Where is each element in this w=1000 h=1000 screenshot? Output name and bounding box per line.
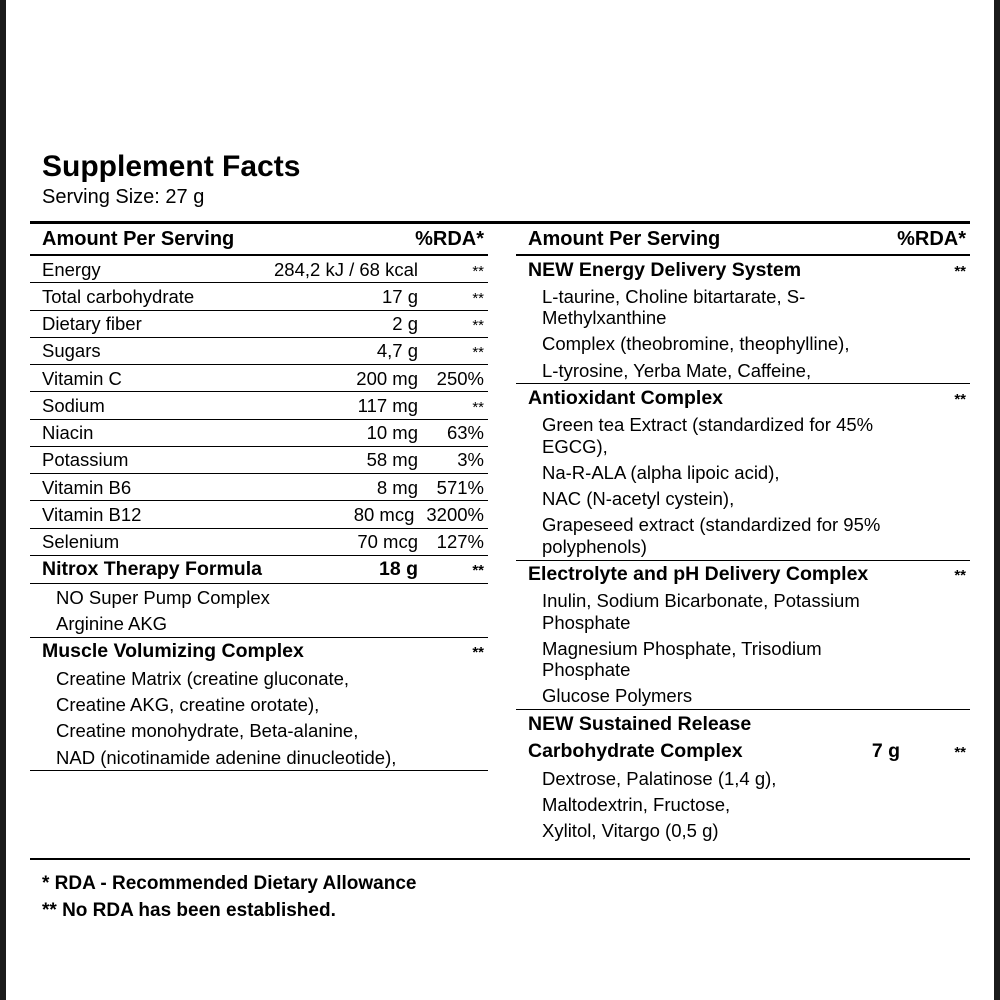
- row-rda: 250%: [436, 367, 484, 389]
- table-row: [516, 561, 970, 588]
- row-name: Xylitol, Vitargo (0,5 g): [542, 820, 719, 842]
- row-amount: 18 g: [378, 558, 418, 581]
- table-row: [30, 638, 488, 665]
- table-row: [516, 710, 970, 737]
- left-header-amount-label: Amount Per Serving: [42, 228, 235, 250]
- row-name: Antioxidant Complex: [528, 386, 724, 409]
- panel-title: Supplement Facts: [42, 150, 301, 183]
- table-row: [30, 311, 488, 338]
- table-row: [516, 412, 970, 460]
- row-name: Arginine AKG: [56, 613, 168, 635]
- row-name: NAC (N-acetyl cystein),: [542, 488, 735, 510]
- row-amount: 58 mg: [366, 449, 418, 471]
- row-name: NEW Energy Delivery System: [528, 258, 802, 281]
- table-row: [30, 283, 488, 310]
- table-row: [30, 556, 488, 584]
- row-name: Dietary fiber: [42, 313, 142, 335]
- table-row: [30, 665, 488, 691]
- row-name: Vitamin B12: [42, 503, 142, 525]
- row-name: Vitamin C: [42, 367, 122, 389]
- serving-size: Serving Size: 27 g: [42, 186, 205, 208]
- table-row: [30, 501, 488, 528]
- row-name: Niacin: [42, 422, 94, 444]
- table-row: [516, 791, 970, 817]
- row-name: Grapeseed extract (standardized for 95% polyphenols): [542, 514, 881, 557]
- row-name: Muscle Volumizing Complex: [42, 640, 304, 663]
- table-row: [30, 611, 488, 638]
- table-row: [30, 420, 488, 447]
- row-amount: 17 g: [381, 285, 418, 307]
- right-column-header: [516, 224, 970, 256]
- row-amount: 284,2 kJ / 68 kcal: [274, 258, 418, 280]
- row-rda: 571%: [436, 476, 484, 498]
- table-row: [30, 392, 488, 419]
- table-row: [516, 256, 970, 283]
- row-name: Glucose Polymers: [542, 685, 693, 707]
- row-name: Maltodextrin, Fructose,: [542, 793, 731, 815]
- left-column-header: [30, 224, 488, 256]
- row-name: Na-R-ALA (alpha lipoic acid),: [542, 461, 780, 483]
- row-rda: 127%: [436, 531, 484, 553]
- table-row: [30, 584, 488, 610]
- left-column: [30, 221, 500, 844]
- table-row: [30, 256, 488, 283]
- table-row: [516, 459, 970, 485]
- table-row: [516, 512, 970, 561]
- row-rda: **: [472, 289, 484, 307]
- row-rda: **: [472, 398, 484, 416]
- row-rda: 3200%: [426, 503, 484, 525]
- row-name: Sodium: [42, 394, 105, 416]
- row-amount: 200 mg: [356, 367, 418, 389]
- table-row: [30, 718, 488, 744]
- footnote-no-rda: ** No RDA has been established.: [42, 900, 336, 922]
- row-name: Electrolyte and pH Delivery Complex: [528, 563, 869, 585]
- row-amount: 8 mg: [376, 476, 418, 498]
- row-rda: 63%: [446, 422, 484, 444]
- row-name: Vitamin B6: [42, 476, 132, 498]
- row-name: Dextrose, Palatinose (1,4 g),: [542, 767, 777, 789]
- row-name: Potassium: [42, 449, 129, 471]
- table-row: [516, 588, 970, 636]
- table-row: [516, 283, 970, 331]
- row-name: NEW Sustained Release: [528, 712, 752, 735]
- table-row: [30, 474, 488, 501]
- row-name: Inulin, Sodium Bicarbonate, Potassium Phosphate: [542, 590, 860, 633]
- table-row: [30, 744, 488, 771]
- row-name: Green tea Extract (standardized for 45% EGCG),: [542, 414, 874, 457]
- left-header-rda-label: %RDA*: [415, 228, 484, 250]
- table-row: [30, 529, 488, 556]
- table-row: [30, 338, 488, 365]
- row-amount: 2 g: [392, 313, 418, 335]
- table-row: [516, 331, 970, 357]
- right-black-border: [994, 0, 1000, 1000]
- row-amount: 4,7 g: [376, 340, 418, 362]
- row-name: L-tyrosine, Yerba Mate, Caffeine,: [542, 359, 812, 381]
- row-rda: **: [472, 562, 484, 580]
- row-name: Energy: [42, 258, 101, 280]
- row-name: Selenium: [42, 531, 120, 553]
- row-rda: **: [954, 567, 966, 584]
- table-row: [516, 818, 970, 844]
- footnote-rda: * RDA - Recommended Dietary Allowance: [42, 872, 417, 894]
- row-name: NO Super Pump Complex: [56, 586, 270, 608]
- row-name: Magnesium Phosphate, Trisodium Phosphate: [542, 637, 822, 681]
- supplement-facts-label: [18, 150, 982, 925]
- row-amount: 10 mg: [366, 422, 418, 444]
- table-row: [516, 635, 970, 683]
- left-black-border: [0, 0, 6, 1000]
- row-name: Carbohydrate Complex: [528, 740, 743, 763]
- row-rda: 3%: [457, 449, 484, 471]
- row-rda: **: [954, 744, 966, 762]
- row-amount: 70 mcg: [357, 531, 418, 553]
- table-row: [516, 765, 970, 791]
- table-row: [516, 738, 970, 765]
- row-rda: **: [472, 344, 484, 362]
- row-rda: **: [472, 262, 484, 280]
- nutrition-columns: [30, 221, 970, 844]
- row-name: NAD (nicotinamide adenine dinucleotide),: [56, 746, 397, 768]
- table-row: [516, 486, 970, 512]
- table-row: [30, 692, 488, 718]
- row-name: Nitrox Therapy Formula: [42, 558, 262, 581]
- row-name: Total carbohydrate: [42, 285, 195, 307]
- row-name: Creatine monohydrate, Beta-alanine,: [56, 720, 359, 742]
- row-amount: 7 g: [871, 740, 900, 763]
- row-rda: **: [472, 317, 484, 335]
- row-rda: **: [954, 262, 966, 280]
- table-row: [516, 683, 970, 710]
- row-amount: 80 mcg: [353, 503, 415, 525]
- table-row: [30, 365, 488, 392]
- footnotes: [30, 858, 970, 925]
- right-column: [500, 221, 970, 844]
- left-rows-container: [30, 256, 488, 771]
- right-header-amount-label: Amount Per Serving: [528, 228, 721, 250]
- row-rda: **: [472, 644, 484, 662]
- row-name: L-taurine, Choline bitartarate, S-Methylxanthine: [542, 285, 806, 329]
- row-name: Creatine Matrix (creatine gluconate,: [56, 667, 350, 689]
- table-row: [516, 384, 970, 411]
- table-row: [516, 357, 970, 384]
- row-rda: **: [954, 390, 966, 408]
- row-amount: 117 mg: [357, 394, 418, 416]
- right-rows-container: [516, 256, 970, 844]
- row-name: Creatine AKG, creatine orotate),: [56, 694, 320, 716]
- right-header-rda-label: %RDA*: [897, 228, 966, 250]
- row-name: Sugars: [42, 340, 101, 362]
- table-row: [30, 447, 488, 474]
- row-name: Complex (theobromine, theophylline),: [542, 333, 850, 355]
